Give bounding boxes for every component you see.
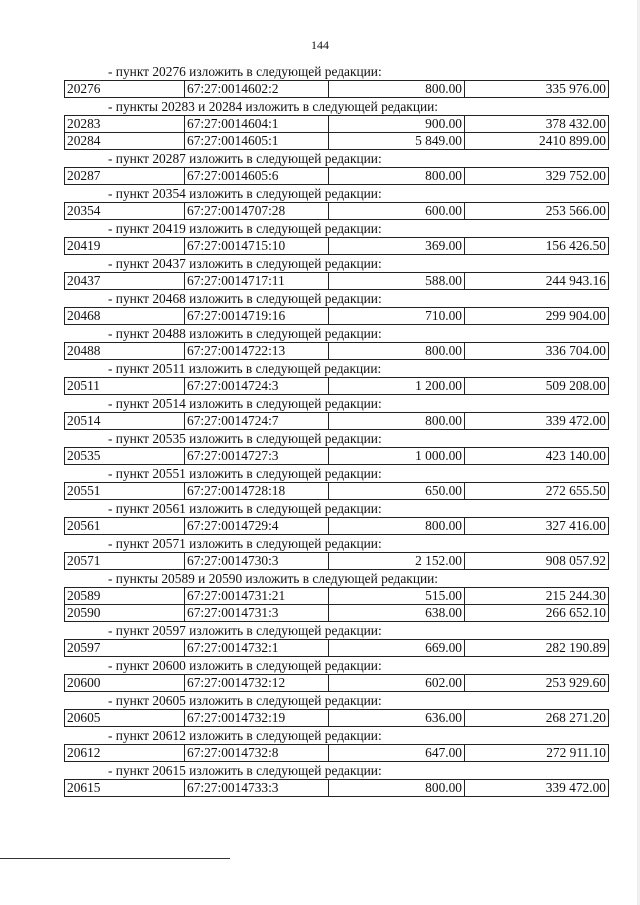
- item-number-cell: 20600: [65, 675, 185, 692]
- amendment-caption: - пункт 20437 изложить в следующей редакции:: [108, 256, 382, 271]
- table-row: [65, 518, 609, 535]
- area-cell: 1 000.00: [329, 448, 465, 465]
- cadastral-value-cell: 282 190.89: [465, 640, 609, 657]
- area-cell: 369.00: [329, 238, 465, 255]
- item-number-cell: 20535: [65, 448, 185, 465]
- amendment-table: [64, 307, 609, 325]
- cadastral-number-cell: 67:27:0014731:3: [185, 605, 329, 622]
- area-cell: 800.00: [329, 413, 465, 430]
- table-row: [65, 133, 609, 150]
- table-row: [65, 116, 609, 133]
- amendment-caption: - пункт 20612 изложить в следующей редакции:: [108, 728, 382, 743]
- area-cell: 636.00: [329, 710, 465, 727]
- cadastral-value-cell: 253 929.60: [465, 675, 609, 692]
- table-row: [65, 413, 609, 430]
- cadastral-value-cell: 329 752.00: [465, 168, 609, 185]
- amendment-caption: - пункты 20283 и 20284 изложить в следующей редакции:: [108, 99, 439, 114]
- cadastral-value-cell: 2410 899.00: [465, 133, 609, 150]
- table-row: [65, 640, 609, 657]
- cadastral-number-cell: 67:27:0014724:3: [185, 378, 329, 395]
- area-cell: 638.00: [329, 605, 465, 622]
- amendment-caption: - пункт 20514 изложить в следующей редакции:: [108, 396, 382, 411]
- cadastral-number-cell: 67:27:0014604:1: [185, 116, 329, 133]
- amendment-table: [64, 517, 609, 535]
- cadastral-value-cell: 156 426.50: [465, 238, 609, 255]
- item-number-cell: 20612: [65, 745, 185, 762]
- amendment-caption: - пункт 20419 изложить в следующей редакции:: [108, 221, 382, 236]
- amendment-table: [64, 115, 609, 150]
- cadastral-number-cell: 67:27:0014732:12: [185, 675, 329, 692]
- area-cell: 647.00: [329, 745, 465, 762]
- item-number-cell: 20615: [65, 780, 185, 797]
- item-number-cell: 20354: [65, 203, 185, 220]
- item-number-cell: 20589: [65, 588, 185, 605]
- amendment-table: [64, 272, 609, 290]
- amendment-table: [64, 482, 609, 500]
- cadastral-number-cell: 67:27:0014724:7: [185, 413, 329, 430]
- item-number-cell: 20468: [65, 308, 185, 325]
- amendment-caption: - пункт 20561 изложить в следующей редакции:: [108, 501, 382, 516]
- cadastral-value-cell: 272 911.10: [465, 745, 609, 762]
- table-row: [65, 448, 609, 465]
- area-cell: 650.00: [329, 483, 465, 500]
- item-number-cell: 20561: [65, 518, 185, 535]
- area-cell: 710.00: [329, 308, 465, 325]
- cadastral-value-cell: 908 057.92: [465, 553, 609, 570]
- cadastral-number-cell: 67:27:0014605:1: [185, 133, 329, 150]
- amendment-table: [64, 674, 609, 692]
- item-number-cell: 20488: [65, 343, 185, 360]
- cadastral-value-cell: 244 943.16: [465, 273, 609, 290]
- cadastral-number-cell: 67:27:0014715:10: [185, 238, 329, 255]
- cadastral-number-cell: 67:27:0014605:6: [185, 168, 329, 185]
- table-row: [65, 675, 609, 692]
- cadastral-number-cell: 67:27:0014731:21: [185, 588, 329, 605]
- table-row: [65, 745, 609, 762]
- item-number-cell: 20276: [65, 81, 185, 98]
- cadastral-value-cell: 266 652.10: [465, 605, 609, 622]
- amendment-caption: - пункт 20535 изложить в следующей редакции:: [108, 431, 382, 446]
- cadastral-value-cell: 336 704.00: [465, 343, 609, 360]
- item-number-cell: 20597: [65, 640, 185, 657]
- cadastral-value-cell: 215 244.30: [465, 588, 609, 605]
- cadastral-value-cell: 378 432.00: [465, 116, 609, 133]
- amendment-caption: - пункт 20511 изложить в следующей редакции:: [108, 361, 382, 376]
- cadastral-number-cell: 67:27:0014732:19: [185, 710, 329, 727]
- cadastral-value-cell: 339 472.00: [465, 413, 609, 430]
- table-row: [65, 343, 609, 360]
- cadastral-number-cell: 67:27:0014729:4: [185, 518, 329, 535]
- item-number-cell: 20590: [65, 605, 185, 622]
- cadastral-number-cell: 67:27:0014707:28: [185, 203, 329, 220]
- table-row: [65, 238, 609, 255]
- cadastral-number-cell: 67:27:0014728:18: [185, 483, 329, 500]
- area-cell: 800.00: [329, 81, 465, 98]
- area-cell: 1 200.00: [329, 378, 465, 395]
- cadastral-number-cell: 67:27:0014730:3: [185, 553, 329, 570]
- amendment-table: [64, 237, 609, 255]
- item-number-cell: 20511: [65, 378, 185, 395]
- table-row: [65, 168, 609, 185]
- amendment-table: [64, 202, 609, 220]
- cadastral-number-cell: 67:27:0014732:1: [185, 640, 329, 657]
- cadastral-value-cell: 272 655.50: [465, 483, 609, 500]
- table-row: [65, 553, 609, 570]
- area-cell: 588.00: [329, 273, 465, 290]
- cadastral-value-cell: 253 566.00: [465, 203, 609, 220]
- cadastral-number-cell: 67:27:0014732:8: [185, 745, 329, 762]
- amendment-caption: - пункт 20551 изложить в следующей редакции:: [108, 466, 382, 481]
- table-row: [65, 588, 609, 605]
- table-row: [65, 81, 609, 98]
- area-cell: 5 849.00: [329, 133, 465, 150]
- amendment-caption: - пункт 20597 изложить в следующей редакции:: [108, 623, 382, 638]
- area-cell: 600.00: [329, 203, 465, 220]
- amendment-caption: - пункты 20589 и 20590 изложить в следующей редакции:: [108, 571, 439, 586]
- cadastral-value-cell: 423 140.00: [465, 448, 609, 465]
- amendment-table: [64, 167, 609, 185]
- amendment-caption: - пункт 20276 изложить в следующей редакции:: [108, 64, 382, 79]
- table-row: [65, 483, 609, 500]
- cadastral-value-cell: 299 904.00: [465, 308, 609, 325]
- amendment-table: [64, 447, 609, 465]
- cadastral-value-cell: 327 416.00: [465, 518, 609, 535]
- table-row: [65, 273, 609, 290]
- item-number-cell: 20551: [65, 483, 185, 500]
- table-row: [65, 780, 609, 797]
- item-number-cell: 20287: [65, 168, 185, 185]
- amendment-table: [64, 412, 609, 430]
- amendment-caption: - пункт 20605 изложить в следующей редакции:: [108, 693, 382, 708]
- item-number-cell: 20419: [65, 238, 185, 255]
- item-number-cell: 20437: [65, 273, 185, 290]
- cadastral-number-cell: 67:27:0014722:13: [185, 343, 329, 360]
- area-cell: 2 152.00: [329, 553, 465, 570]
- item-number-cell: 20571: [65, 553, 185, 570]
- amendment-caption: - пункт 20287 изложить в следующей редакции:: [108, 151, 382, 166]
- item-number-cell: 20605: [65, 710, 185, 727]
- cadastral-number-cell: 67:27:0014717:11: [185, 273, 329, 290]
- amendment-table: [64, 779, 609, 797]
- page-number: 144: [311, 38, 329, 52]
- amendment-table: [64, 709, 609, 727]
- cadastral-number-cell: 67:27:0014719:16: [185, 308, 329, 325]
- cadastral-value-cell: 335 976.00: [465, 81, 609, 98]
- table-row: [65, 378, 609, 395]
- amendment-caption: - пункт 20488 изложить в следующей редакции:: [108, 326, 382, 341]
- cadastral-number-cell: 67:27:0014727:3: [185, 448, 329, 465]
- amendment-table: [64, 639, 609, 657]
- table-row: [65, 605, 609, 622]
- amendment-caption: - пункт 20571 изложить в следующей редакции:: [108, 536, 382, 551]
- amendment-caption: - пункт 20600 изложить в следующей редакции:: [108, 658, 382, 673]
- cadastral-value-cell: 268 271.20: [465, 710, 609, 727]
- area-cell: 800.00: [329, 343, 465, 360]
- table-row: [65, 710, 609, 727]
- area-cell: 602.00: [329, 675, 465, 692]
- cadastral-number-cell: 67:27:0014733:3: [185, 780, 329, 797]
- area-cell: 515.00: [329, 588, 465, 605]
- amendment-table: [64, 342, 609, 360]
- cadastral-number-cell: 67:27:0014602:2: [185, 81, 329, 98]
- area-cell: 900.00: [329, 116, 465, 133]
- amendment-caption: - пункт 20468 изложить в следующей редакции:: [108, 291, 382, 306]
- amendment-table: [64, 552, 609, 570]
- area-cell: 800.00: [329, 168, 465, 185]
- amendment-table: [64, 744, 609, 762]
- area-cell: 800.00: [329, 780, 465, 797]
- table-row: [65, 308, 609, 325]
- amendments-list: [64, 63, 608, 797]
- amendment-table: [64, 587, 609, 622]
- item-number-cell: 20284: [65, 133, 185, 150]
- amendment-caption: - пункт 20615 изложить в следующей редакции:: [108, 763, 382, 778]
- cadastral-value-cell: 339 472.00: [465, 780, 609, 797]
- amendment-table: [64, 80, 609, 98]
- item-number-cell: 20283: [65, 116, 185, 133]
- amendment-caption: - пункт 20354 изложить в следующей редакции:: [108, 186, 382, 201]
- footnote-divider: [0, 858, 230, 859]
- cadastral-value-cell: 509 208.00: [465, 378, 609, 395]
- amendment-table: [64, 377, 609, 395]
- item-number-cell: 20514: [65, 413, 185, 430]
- table-row: [65, 203, 609, 220]
- area-cell: 669.00: [329, 640, 465, 657]
- area-cell: 800.00: [329, 518, 465, 535]
